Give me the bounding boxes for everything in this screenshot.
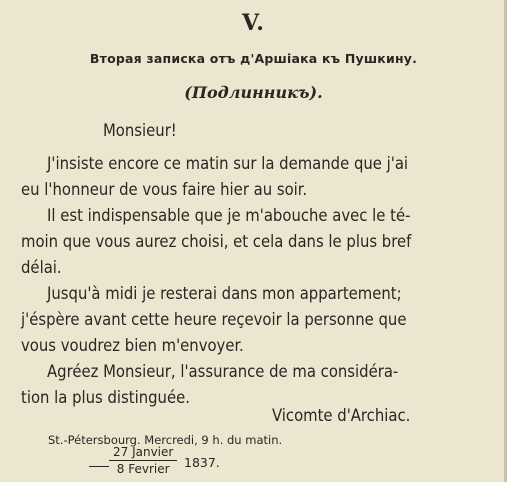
letter-heading: Вторая записка отъ д'Аршіака къ Пушкину. — [89, 51, 418, 66]
date-dash — [89, 466, 109, 467]
body-line-7: j'éspère avant cette heure reçevoir la personne que — [21, 310, 407, 329]
place-and-date: St.-Pétersbourg. Mercredi, 9 h. du matin. — [48, 433, 283, 447]
body-line-8: vous voudrez bien m'envoyer. — [21, 336, 244, 355]
body-line-3: Il est indispensable que je m'abouche avec le té- — [47, 206, 411, 225]
section-numeral: V. — [242, 10, 265, 36]
body-line-5: délai. — [21, 258, 62, 277]
date-new-style: 8 Fevrier — [116, 462, 170, 476]
date-old-style: 27 Janvier — [109, 445, 177, 461]
body-line-2: eu l'honneur de vous faire hier au soir. — [21, 180, 308, 199]
body-line-1: J'insiste encore ce matin sur la demande que j'ai — [47, 154, 409, 173]
letter-subheading: (Подлинникъ). — [184, 83, 323, 102]
body-line-9: Agréez Monsieur, l'assurance de ma considéra- — [47, 362, 399, 381]
body-line-10: tion la plus distinguée. — [21, 388, 190, 407]
signature: Vicomte d'Archiac. — [272, 406, 411, 425]
date-fraction — [109, 445, 177, 476]
body-line-6: Jusqu'à midi je resterai dans mon appartement; — [47, 284, 402, 303]
year: 1837. — [184, 455, 220, 470]
salutation: Monsieur! — [103, 121, 177, 140]
body-line-4: moin que vous aurez choisi, et cela dans le plus bref — [21, 232, 412, 251]
